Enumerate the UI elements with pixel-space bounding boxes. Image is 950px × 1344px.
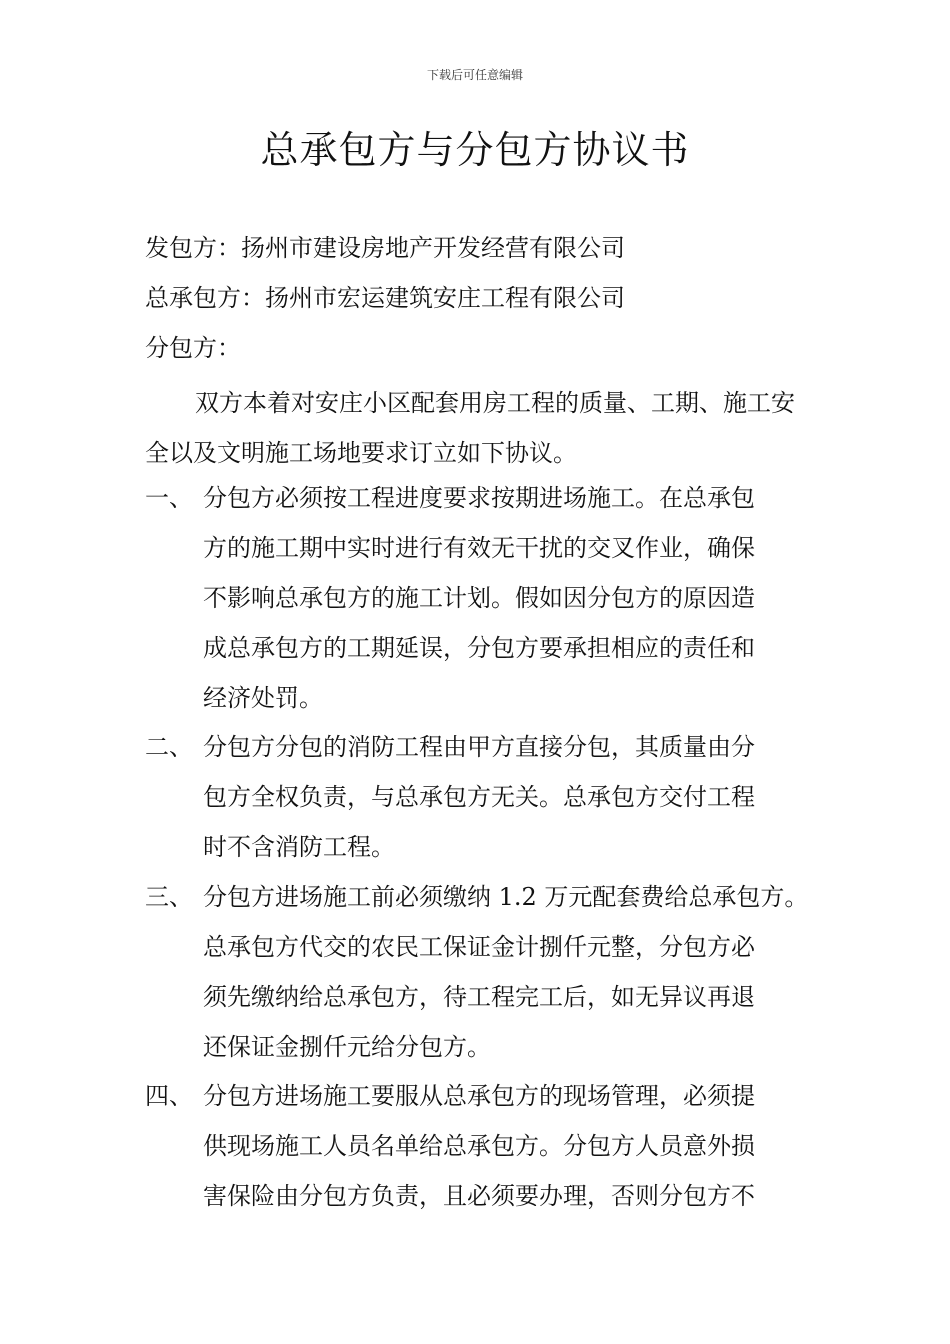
clause-line: 成总承包方的工期延误，分包方要承担相应的责任和	[203, 634, 755, 662]
clause-text	[203, 722, 808, 872]
clause-number: 一、	[145, 484, 193, 512]
clause-line: 分包方必须按工程进度要求按期进场施工。在总承包	[203, 484, 755, 512]
clause-line: 经济处罚。	[203, 684, 323, 712]
clause-3	[145, 872, 809, 1072]
clause-line: 还保证金捌仟元给分包方。	[203, 1033, 491, 1061]
document-title: 总承包方与分包方协议书	[260, 128, 690, 172]
clause-line: 供现场施工人员名单给总承包方。分包方人员意外损	[203, 1132, 755, 1160]
clause-text	[203, 473, 808, 723]
clause-number: 三、	[145, 883, 193, 911]
clause-line: 时不含消防工程。	[203, 833, 395, 861]
intro-line: 双方本着对安庄小区配套用房工程的质量、工期、施	[195, 389, 747, 417]
clause-line: 须先缴纳给总承包方，待工程完工后，如无异议再退	[203, 983, 755, 1011]
clause-line: 不影响总承包方的施工计划。假如因分包方的原因造	[203, 584, 755, 612]
clause-line: 包方全权负责，与总承包方无关。总承包方交付工程	[203, 783, 755, 811]
clause-line: 分包方分包的消防工程由甲方直接分包，其质量由分	[203, 733, 755, 761]
header-note: 下载后可任意编辑	[426, 68, 523, 82]
clause-line: 方的施工期中实时进行有效无干扰的交叉作业，确保	[203, 534, 755, 562]
clause-text	[203, 1071, 808, 1221]
party-employer: 发包方：扬州市建设房地产开发经营有限公司	[145, 234, 625, 262]
clause-line: 总承包方代交的农民工保证金计捌仟元整，分包方必	[203, 933, 755, 961]
intro-line: 工安全以及文明施工场地要求订立如下协议。	[145, 389, 795, 467]
party-subcontractor: 分包方：	[145, 334, 241, 362]
intro-paragraph	[145, 378, 805, 478]
clause-2	[145, 722, 805, 872]
clause-line: 分包方进场施工前必须缴纳 1.2 万元配套费给总承包方。	[203, 883, 809, 911]
clause-1	[145, 473, 805, 723]
clause-number: 四、	[145, 1082, 193, 1110]
clause-line: 分包方进场施工要服从总承包方的现场管理，必须提	[203, 1082, 755, 1110]
clause-text	[203, 872, 808, 1072]
clause-line: 害保险由分包方负责，且必须要办理，否则分包方不	[203, 1182, 755, 1210]
party-general-contractor: 总承包方：扬州市宏运建筑安庄工程有限公司	[145, 284, 625, 312]
clause-4	[145, 1071, 805, 1221]
clause-number: 二、	[145, 733, 193, 761]
